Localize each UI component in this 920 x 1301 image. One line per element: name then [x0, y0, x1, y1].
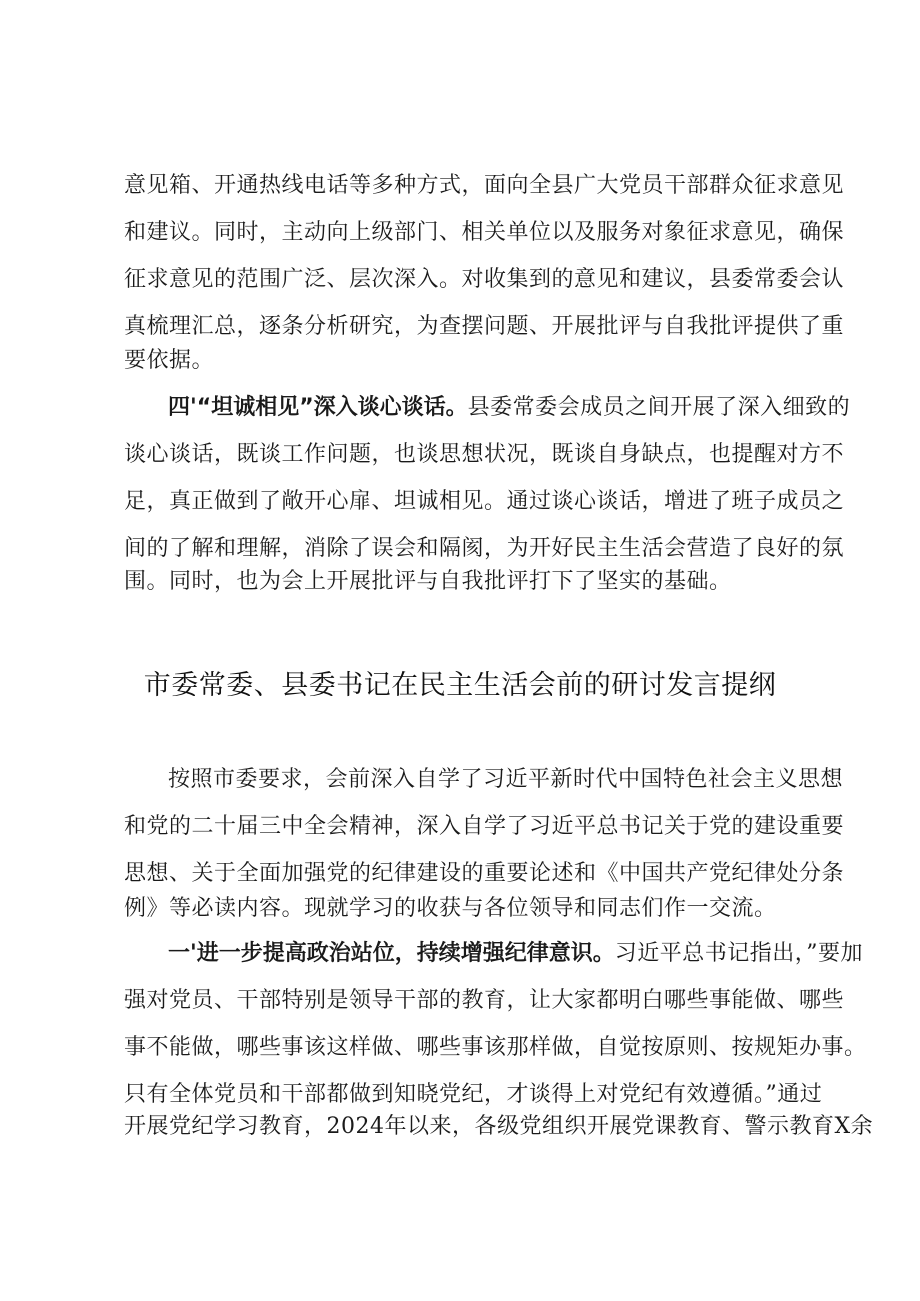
paragraph-line: 围。同时，也为会上开展批评与自我批评打下了坚实的基础。 [124, 569, 732, 594]
paragraph-line: 和建议。同时，主动向上级部门、相关单位以及服务对象征求意见，确保 [124, 220, 845, 245]
article-title: 市委常委、县委书记在民主生活会前的研讨发言提纲 [143, 670, 777, 701]
paragraph-line: 例》等必读内容。现就学习的收获与各位领导和同志们作一交流。 [124, 896, 777, 921]
paragraph-line: 只有全体党员和干部都做到知晓党纪，才谈得上对党纪有效遵循。”通过 [124, 1082, 823, 1107]
paragraph-line: 足，真正做到了敞开心扉、坦诚相见。通过谈心谈话，增进了班子成员之 [124, 489, 845, 514]
paragraph-line: 间的了解和理解，消除了误会和隔阂，为开好民主生活会营造了良好的氛 [124, 536, 845, 561]
paragraph-line: 事不能做，哪些事该这样做、哪些事该那样做，自觉按原则、按规矩办事。 [124, 1035, 867, 1060]
paragraph-line: 征求意见的范围广泛、层次深入。对收集到的意见和建议，县委常委会认 [124, 267, 845, 292]
point-one-first-rest: 习近平总书记指出，”要加 [614, 941, 863, 966]
paragraph-line: 开展党纪学习教育，2024年以来，各级党组织开展党课教育、警示教育X余 [124, 1114, 874, 1139]
paragraph-line: 意见箱、开通热线电话等多种方式，面向全县广大党员干部群众征求意见 [124, 173, 845, 198]
section-four-heading: 四'“坦诚相见”深入谈心谈话。 [168, 395, 468, 420]
paragraph-line: 要依据。 [124, 348, 215, 373]
paragraph-line: 和党的二十届三中全会精神，深入自学了习近平总书记关于党的建设重要 [124, 814, 845, 839]
paragraph-line: 按照市委要求，会前深入自学了习近平新时代中国特色社会主义思想 [168, 767, 844, 792]
paragraph-line: 强对党员、干部特别是领导干部的教育，让大家都明白哪些事能做、哪些 [124, 988, 845, 1013]
point-one-heading: 一'进一步提高政治站位，持续增强纪律意识。 [168, 941, 615, 966]
point-one-first-line [168, 938, 863, 970]
section-four-first-line [168, 392, 851, 424]
paragraph-line: 谈心谈话，既谈工作问题，也谈思想状况，既谈自身缺点，也提醒对方不 [124, 442, 845, 467]
section-four-first-rest: 县委常委会成员之间开展了深入细致的 [467, 395, 851, 420]
paragraph-line: 真梳理汇总，逐条分析研究，为查摆问题、开展批评与自我批评提供了重 [124, 314, 845, 339]
paragraph-line: 思想、关于全面加强党的纪律建设的重要论述和《中国共产党纪律处分条 [124, 861, 845, 886]
